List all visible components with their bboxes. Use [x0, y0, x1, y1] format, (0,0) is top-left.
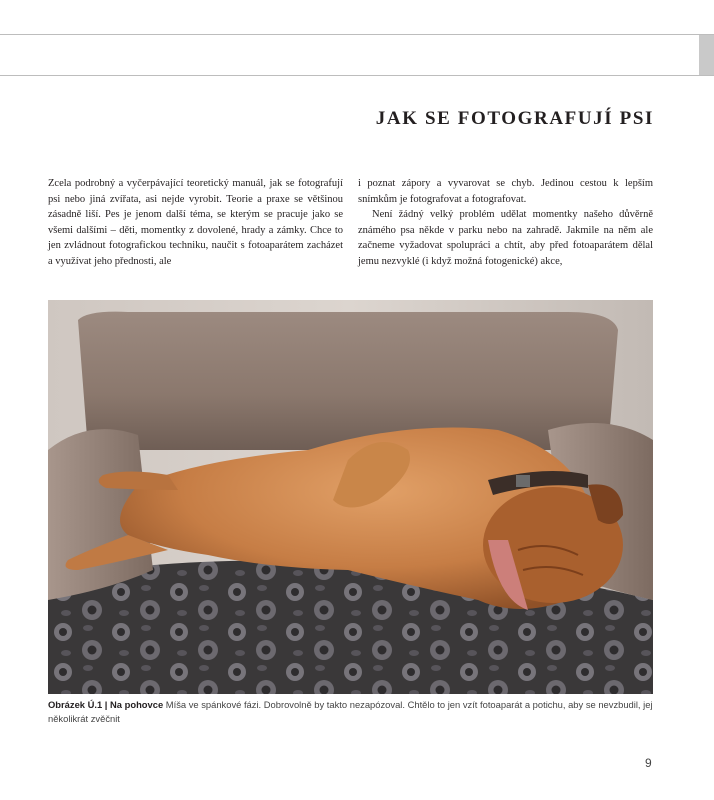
figure-photo-dog-on-sofa: [48, 300, 653, 694]
text-column-left: [48, 176, 343, 270]
chapter-title: JAK SE FOTOGRAFUJÍ PSI: [375, 108, 654, 129]
body-paragraph: Není žádný velký problém udělat momentky našeho důvěrně známého psa někde v parku nebo na zahradě. Jakmile na něm ale začneme vyžadovat spolupráci a chtít, aby před fotoaparátem dělal jemu nezvyklé (i když možná fotogenické) akce,: [358, 209, 653, 267]
running-header-bar: [0, 34, 714, 76]
text-column-right: [358, 176, 653, 270]
page-number: 9: [645, 756, 652, 770]
figure-caption: [48, 698, 658, 726]
body-paragraph: Zcela podrobný a vyčerpávající teoretický manuál, jak se fotografují psi nebo jiná zvířata, asi nejde vyrobit. Teorie a praxe se většinou zásadně liší. Pes je jenom další téma, se kterým se pracuje jako se všemi dalšími – děti, momentky z dovolené, hrady a zámky. Chce to jen zvládnout fotografickou techniku, naučit s fotoaparátem zacházet a využívat jeho přednosti, ale: [48, 178, 343, 267]
figure-caption-text: Míša ve spánkové fázi. Dobrovolně by takto nezapózoval. Chtělo to jen vzít fotoaparát a potichu, aby se nevzbudil, jej několikrát zvěčnit: [48, 699, 653, 724]
header-thumb-tab: [699, 35, 714, 75]
body-paragraph: i poznat zápory a vyvarovat se chyb. Jedinou cestou k lepším snímkům je fotografovat a fotografovat.: [358, 178, 653, 205]
figure-label: Obrázek Ú.1 | Na pohovce: [48, 699, 164, 710]
